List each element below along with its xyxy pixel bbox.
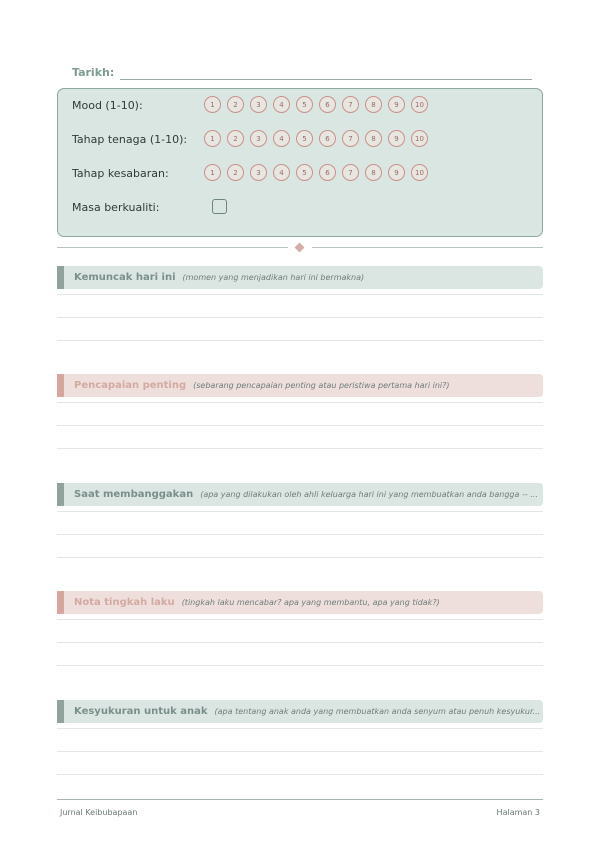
rating-circle[interactable]: 4	[273, 96, 290, 113]
section-accent-bar	[57, 374, 64, 397]
rating-circle[interactable]: 10	[411, 130, 428, 147]
rating-circle[interactable]: 5	[296, 96, 313, 113]
rating-circle[interactable]: 3	[250, 164, 267, 181]
section-accent-bar	[57, 700, 64, 723]
footer-journal-title: Jurnal Keibubapaan	[60, 808, 138, 817]
energy-scale	[204, 130, 434, 147]
rating-circle[interactable]: 10	[411, 96, 428, 113]
date-input-line[interactable]	[120, 66, 532, 80]
writing-line[interactable]	[57, 511, 543, 512]
footer-page-number: Halaman 3	[496, 808, 540, 817]
section-behavior-notes	[57, 591, 543, 614]
rating-circle[interactable]: 7	[342, 130, 359, 147]
section-title: Nota tingkah laku	[74, 597, 175, 608]
mood-row	[72, 95, 424, 115]
divider-line-left	[57, 247, 288, 248]
rating-circle[interactable]: 9	[388, 130, 405, 147]
writing-line[interactable]	[57, 534, 543, 535]
section-hint: (tingkah laku mencabar? apa yang membantu, apa yang tidak?)	[181, 598, 440, 607]
quality-time-row	[72, 197, 204, 217]
rating-circle[interactable]: 7	[342, 96, 359, 113]
section-title: Pencapaian penting	[74, 380, 187, 391]
section-title: Saat membanggakan	[74, 489, 194, 500]
section-title: Kesyukuran untuk anak	[74, 706, 208, 717]
section-accent-bar	[57, 591, 64, 614]
rating-circle[interactable]: 7	[342, 164, 359, 181]
patience-scale	[204, 164, 434, 181]
writing-line[interactable]	[57, 619, 543, 620]
section-accent-bar	[57, 483, 64, 506]
rating-circle[interactable]: 6	[319, 130, 336, 147]
section-title: Kemuncak hari ini	[74, 272, 176, 283]
rating-circle[interactable]: 1	[204, 130, 221, 147]
section-proud-moments	[57, 483, 543, 506]
writing-line[interactable]	[57, 425, 543, 426]
rating-circle[interactable]: 9	[388, 96, 405, 113]
ornamental-divider	[57, 246, 543, 250]
rating-circle[interactable]: 1	[204, 96, 221, 113]
date-label: Tarikh:	[72, 66, 115, 79]
section-highlight	[57, 266, 543, 289]
rating-circle[interactable]: 2	[227, 130, 244, 147]
writing-line[interactable]	[57, 665, 543, 666]
rating-circle[interactable]: 5	[296, 164, 313, 181]
section-header	[57, 483, 543, 506]
quality-time-checkbox[interactable]	[212, 199, 227, 214]
rating-circle[interactable]: 3	[250, 130, 267, 147]
section-milestones	[57, 374, 543, 397]
section-header	[57, 374, 543, 397]
patience-row	[72, 163, 424, 183]
rating-circle[interactable]: 2	[227, 96, 244, 113]
writing-line[interactable]	[57, 402, 543, 403]
rating-circle[interactable]: 3	[250, 96, 267, 113]
mood-label: Mood (1-10):	[72, 98, 143, 112]
writing-line[interactable]	[57, 557, 543, 558]
diamond-icon	[295, 243, 305, 253]
writing-line[interactable]	[57, 448, 543, 449]
daily-tracker-box	[57, 88, 543, 237]
section-hint: (sebarang pencapaian penting atau peristiwa pertama hari ini?)	[193, 381, 450, 390]
section-hint: (apa tentang anak anda yang membuatkan anda senyum atau penuh kesyukur...	[214, 707, 541, 716]
section-header	[57, 266, 543, 289]
rating-circle[interactable]: 4	[273, 164, 290, 181]
rating-circle[interactable]: 8	[365, 130, 382, 147]
section-accent-bar	[57, 266, 64, 289]
writing-line[interactable]	[57, 340, 543, 341]
date-row	[72, 62, 532, 80]
footer-divider	[57, 799, 543, 800]
patience-label: Tahap kesabaran:	[72, 166, 169, 180]
writing-line[interactable]	[57, 294, 543, 295]
rating-circle[interactable]: 4	[273, 130, 290, 147]
writing-line[interactable]	[57, 642, 543, 643]
rating-circle[interactable]: 8	[365, 96, 382, 113]
rating-circle[interactable]: 2	[227, 164, 244, 181]
rating-circle[interactable]: 6	[319, 96, 336, 113]
section-header	[57, 700, 543, 723]
writing-line[interactable]	[57, 774, 543, 775]
quality-time-label: Masa berkualiti:	[72, 200, 160, 214]
rating-circle[interactable]: 1	[204, 164, 221, 181]
rating-circle[interactable]: 10	[411, 164, 428, 181]
rating-circle[interactable]: 8	[365, 164, 382, 181]
writing-line[interactable]	[57, 728, 543, 729]
rating-circle[interactable]: 5	[296, 130, 313, 147]
energy-label: Tahap tenaga (1-10):	[72, 132, 188, 146]
writing-line[interactable]	[57, 317, 543, 318]
rating-circle[interactable]: 6	[319, 164, 336, 181]
section-header	[57, 591, 543, 614]
section-hint: (apa yang dilakukan oleh ahli keluarga hari ini yang membuatkan anda bangga -- ...	[200, 490, 538, 499]
writing-line[interactable]	[57, 751, 543, 752]
rating-circle[interactable]: 9	[388, 164, 405, 181]
section-gratitude	[57, 700, 543, 723]
section-hint: (momen yang menjadikan hari ini bermakna)	[182, 273, 365, 282]
energy-row	[72, 129, 424, 149]
divider-line-right	[312, 247, 543, 248]
mood-scale	[204, 96, 434, 113]
